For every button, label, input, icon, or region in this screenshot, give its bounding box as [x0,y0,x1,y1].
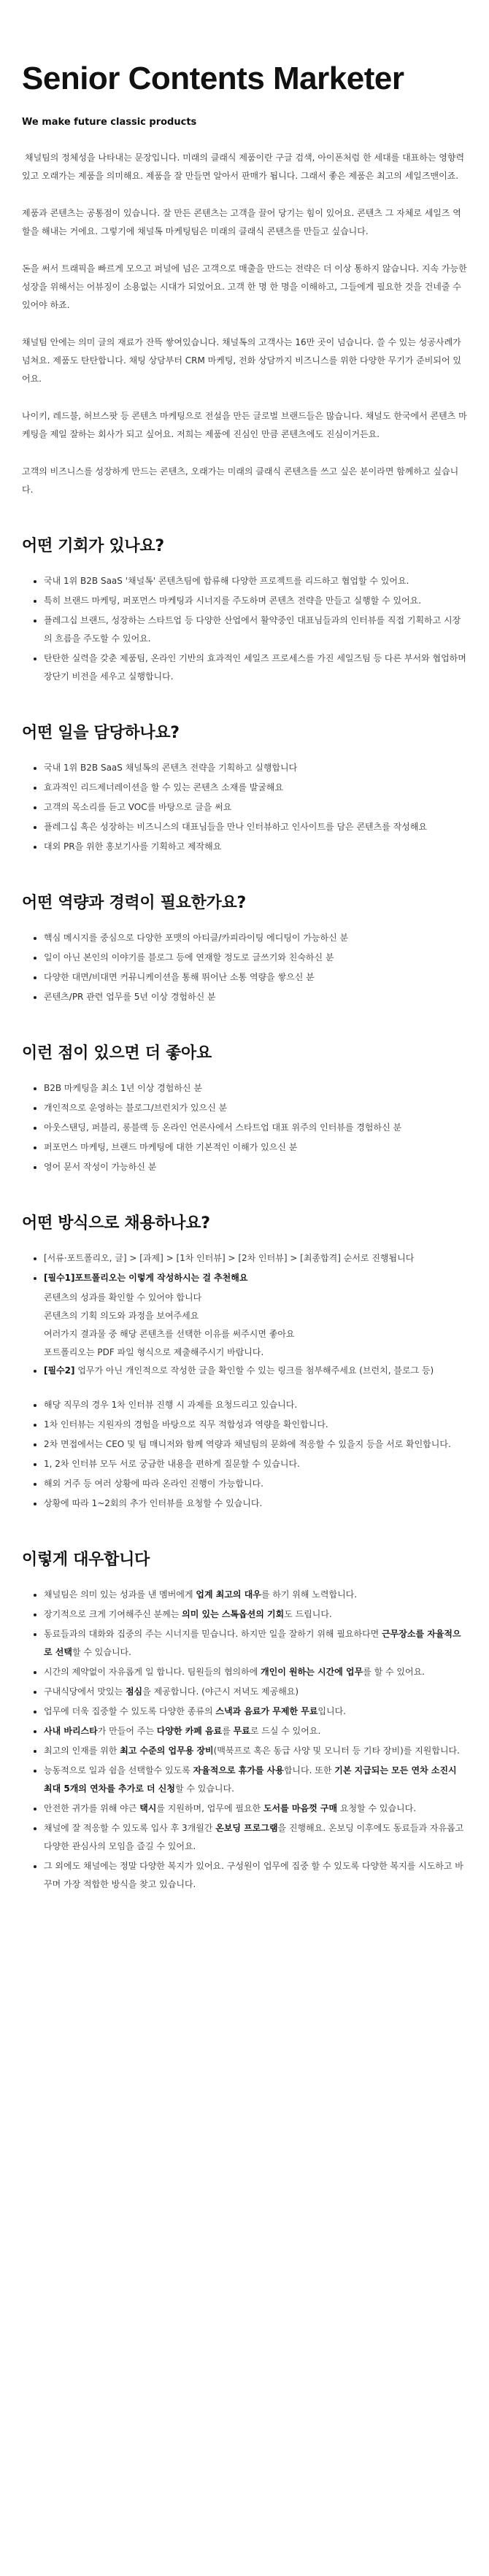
responsibilities-list [22,759,467,856]
intro-paragraph: 고객의 비즈니스를 성장하게 만드는 콘텐츠, 오래가는 미래의 클래식 콘텐츠를 쓰고 싶은 분이라면 함께하고 싶습니다. [22,466,459,495]
benefit-text: 장기적으로 크게 기여해주신 분께는 [44,1609,182,1619]
benefit-text: 구내식당에서 맛있는 [44,1686,126,1697]
benefit-item [44,1762,467,1798]
list-item: • 상황에 따라 1~2회의 추가 인터뷰를 요청할 수 있습니다. [44,1495,467,1513]
benefit-text: 를 하기 위해 노력합니다. [261,1589,358,1600]
benefit-text: 능동적으로 일과 쉼을 선택할수 있도록 [44,1765,193,1775]
list-item: • 고객의 목소리를 듣고 VOC를 바탕으로 글을 써요 [44,798,467,817]
intro-paragraph: 돈을 써서 트래픽을 빠르게 모으고 퍼널에 넘은 고객으로 매출을 만드는 전략은 더 이상 통하지 않습니다. 지속 가능한 성장을 위해서는 어뷰징이 소용없는 시대가 되었어요. 고객 한 명 한 명을 이해하고, 그들에게 필요한 것을 건네줄 수 있어야 하죠. [22,263,467,310]
list-item: • 탄탄한 실력을 갖춘 제품팀, 온라인 기반의 효과적인 세일즈 프로세스를 가진 세일즈팀 등 다른 부서와 협업하며 장단기 비전을 세우고 실행합니다. [44,649,467,686]
hiring-req2 [44,1362,467,1380]
benefit-text: 채널팀은 의미 있는 성과를 낸 멤버에게 [44,1589,196,1600]
benefit-item [44,1625,467,1662]
req1-line: 콘텐츠의 성과를 확인할 수 있어야 합니다 [44,1292,202,1303]
section-heading: 어떤 역량과 경력이 필요한가요? [22,894,246,912]
opportunities-list [22,572,467,686]
preferred-list [22,1079,467,1176]
benefit-text: 로 드실 수 있어요. [250,1726,321,1736]
benefit-item [44,1702,467,1721]
list-item: • B2B 마케팅을 최소 1년 이상 경험하신 분 [44,1079,467,1098]
section-opportunities [22,536,467,686]
req1-line: 여러가지 결과물 중 해당 콘텐츠를 선택한 이유를 써주시면 좋아요 [44,1329,295,1339]
hiring-req1 [44,1269,467,1287]
hiring-notes-list [22,1396,467,1513]
list-item: • 국내 1위 B2B SaaS 채널톡의 콘텐츠 전략을 기획하고 실행합니다 [44,759,467,777]
list-item: • 플레그십 혹은 성장하는 비즈니스의 대표님들을 만나 인터뷰하고 인사이트를 담은 콘텐츠를 작성해요 [44,818,467,836]
benefit-highlight: 사내 바리스타 [44,1726,98,1736]
benefit-item [44,1819,467,1856]
benefit-highlight: 자율적으로 휴가를 사용 [193,1765,284,1775]
benefit-highlight: 스낵과 음료가 무제한 무료 [215,1706,318,1716]
benefit-text: 채널에 잘 적응할 수 있도록 입사 후 3개월간 [44,1823,216,1833]
hiring-req2-label: [필수2] [44,1365,75,1376]
section-heading: 이런 점이 있으면 더 좋아요 [22,1044,212,1063]
list-item: • 일이 아닌 본인의 이야기를 블로그 등에 연재할 정도로 글쓰기와 친숙하신 분 [44,949,467,967]
hiring-steps-list [22,1249,467,1287]
benefit-text: 를 할 수 있어요. [363,1667,425,1677]
section-heading: 이렇게 대우합니다 [22,1551,150,1569]
req1-line: 콘텐츠의 기획 의도와 과정을 보여주세요 [44,1311,199,1321]
hiring-steps: • [서류·포트폴리오, 글] > [과제] > [1차 인터뷰] > [2차 인터뷰] > [최종합격] 순서로 진행됩니다 [44,1249,467,1268]
benefit-item [44,1742,467,1760]
benefit-highlight: 의미 있는 스톡옵션의 기회 [182,1609,285,1619]
intro-paragraph: 채널팀의 정체성을 나타내는 문장입니다. 미래의 클래식 제품이란 구글 검색, 아이폰처럼 한 세대를 대표하는 영향력 있고 오래가는 제품을 의미해요. 제품을 잘 만들면 알아서 판매가 됩니다. 그래서 좋은 제품은 최고의 세일즈맨이죠. [22,153,465,181]
benefit-highlight: 도서를 마음껏 구매 [263,1803,338,1813]
benefit-text: 도 드립니다. [284,1609,332,1619]
section-preferred [22,1043,467,1176]
section-heading: 어떤 방식으로 채용하나요? [22,1214,210,1233]
benefit-item [44,1722,467,1740]
tagline: We make future classic products [22,117,197,128]
section-heading: 어떤 기회가 있나요? [22,537,164,555]
benefit-highlight: 점심 [125,1686,143,1697]
benefit-text: (맥북프로 혹은 동급 사양 및 모니터 등 기타 장비)를 지원합니다. [213,1746,460,1756]
benefit-highlight: 기본 지급되는 모든 연차 소진시 최대 5개의 연차를 추가로 더 신청 [44,1765,457,1794]
benefit-text: 를 [222,1726,234,1736]
benefit-text: 그 외에도 채널에는 정말 다양한 복지가 있어요. 구성원이 업무에 집중 할 수 있도록 다양한 복지를 시도하고 바꾸며 가장 적합한 방식을 찾고 있습니다. [44,1861,463,1889]
intro-paragraph: 채널팀 안에는 의미 글의 재료가 잔뜩 쌓여있습니다. 채널톡의 고객사는 16만 곳이 넘습니다. 쓸 수 있는 성공사례가 넘쳐요. 제품도 탄탄합니다. 채팅 상담부터 CRM 마케팅, 전화 상담까지 비즈니스를 위한 다양한 무기가 준비되어 있어요. [22,337,461,384]
list-item: • 아웃스탠딩, 퍼블리, 롱블랙 등 온라인 언론사에서 스타트업 대표 위주의 인터뷰를 경험하신 분 [44,1119,467,1137]
list-item: • 핵심 메시지를 중심으로 다양한 포맷의 아티클/카피라이팅 에디팅이 가능하신 분 [44,929,467,947]
list-item: • 플레그십 브랜드, 성장하는 스타트업 등 다양한 산업에서 활약중인 대표님들과의 인터뷰를 직접 기획하고 시장의 흐름을 주도할 수 있어요. [44,612,467,648]
list-item: • 해외 거주 등 여러 상황에 따라 온라인 진행이 가능합니다. [44,1475,467,1493]
benefit-highlight: 최고 수준의 업무용 장비 [120,1746,214,1756]
benefit-highlight: 무료 [233,1726,250,1736]
benefit-text: 시간의 제약없이 자유롭게 일 합니다. 팀원들의 협의하에 [44,1667,261,1677]
benefit-item [44,1857,467,1894]
hiring-req2-list [22,1362,467,1380]
list-item: • 국내 1위 B2B SaaS '채널톡' 콘텐츠팀에 합류해 다양한 프로젝트를 리드하고 협업할 수 있어요. [44,572,467,590]
section-requirements [22,892,467,1006]
benefit-highlight: 택시 [139,1803,157,1813]
benefit-item [44,1683,467,1701]
section-benefits [22,1549,467,1894]
hiring-req1-text: [필수1]포트폴리오는 이렇게 작성하시는 걸 추천해요 [44,1273,248,1283]
hiring-req2-text: 업무가 아닌 개인적으로 작성한 글을 확인할 수 있는 링크를 첨부해주세요 (브런치, 블로그 등) [74,1365,434,1376]
list-item: • 특히 브랜드 마케팅, 퍼포먼스 마케팅과 시너지를 주도하며 콘텐츠 전략을 만들고 실행할 수 있어요. [44,592,467,610]
benefit-item [44,1605,467,1624]
benefit-highlight: 개인이 원하는 시간에 업무 [261,1667,363,1677]
benefit-text: 가 만들어 주는 [97,1726,157,1736]
intro-section [22,149,467,499]
section-hiring-process [22,1213,467,1513]
list-item: • 퍼포먼스 마케팅, 브랜드 마케팅에 대한 기본적인 이해가 있으신 분 [44,1138,467,1157]
page-title: Senior Contents Marketer [22,61,404,96]
intro-paragraph: 나이키, 레드불, 허브스팟 등 콘텐츠 마케팅으로 전설을 만든 글로벌 브랜드들은 많습니다. 채널도 한국에서 콘텐츠 마케팅을 제일 잘하는 회사가 되고 싶어요. 저희는 제품에 진심인 만큼 콘텐츠에도 진심이거든요. [22,411,467,439]
list-item: • 1, 2차 인터뷰 모두 서로 궁금한 내용을 편하게 질문할 수 있습니다. [44,1455,467,1473]
req1-line: 포트폴리오는 PDF 파일 형식으로 제출해주시기 바랍니다. [44,1347,264,1357]
list-item: • 효과적인 리드제너레이션을 할 수 있는 콘텐츠 소재를 발굴해요 [44,779,467,797]
benefit-text: 안전한 귀가를 위해 야근 [44,1803,140,1813]
section-heading: 어떤 일을 담당하나요? [22,724,180,742]
benefits-list [22,1586,467,1894]
benefit-highlight: 다양한 카페 음료 [156,1726,223,1736]
benefit-highlight: 근무장소를 자율적으로 선택 [44,1629,461,1657]
list-item: • 콘텐츠/PR 관련 업무를 5년 이상 경험하신 분 [44,988,467,1006]
benefit-text: 최고의 인재를 위한 [44,1746,120,1756]
benefit-highlight: 업계 최고의 대우 [196,1589,261,1600]
list-item: • 개인적으로 운영하는 블로그/브런치가 있으신 분 [44,1099,467,1117]
benefit-text: 요청할 수 있습니다. [337,1803,417,1813]
benefit-text: 업무에 더욱 집중할 수 있도록 다양한 종류의 [44,1706,216,1716]
benefit-text: 을 제공합니다. (야근시 저녁도 제공해요) [142,1686,299,1697]
list-item: • 다양한 대면/비대면 커뮤니케이션을 통해 뛰어난 소통 역량을 쌓으신 분 [44,968,467,987]
benefit-item [44,1800,467,1818]
section-responsibilities [22,722,467,856]
benefit-text: 를 지원하며, 업무에 필요한 [156,1803,263,1813]
list-item: • 영어 문서 작성이 가능하신 분 [44,1158,467,1176]
benefit-text: 입니다. [317,1706,346,1716]
list-item: • 대외 PR을 위한 홍보기사를 기획하고 제작해요 [44,838,467,856]
list-item: • 2차 면접에서는 CEO 및 팀 매니저와 함께 역량과 채널팀의 문화에 적응할 수 있을지 등을 서로 확인합니다. [44,1435,467,1454]
benefit-item [44,1586,467,1604]
benefit-text: 합니다. 또한 [283,1765,335,1775]
benefit-text: 할 수 있습니다. [174,1783,234,1794]
intro-paragraph: 제품과 콘텐츠는 공통점이 있습니다. 잘 만든 콘텐츠는 고객을 끌어 당기는 힘이 있어요. 콘텐츠 그 자체로 세일즈 역할을 해내는 거에요. 그렇기에 채널톡 마케팅팀은 미래의 클래식 콘텐츠를 만들고 싶습니다. [22,208,461,236]
benefit-item [44,1663,467,1681]
list-item: • 1차 인터뷰는 지원자의 경험을 바탕으로 직무 적합성과 역량을 확인합니다. [44,1416,467,1434]
benefit-text: 할 수 있습니다. [72,1647,131,1657]
benefit-text: 동료들과의 대화와 집중의 주는 시너지를 믿습니다. 하지만 일을 잘하기 위해 필요하다면 [44,1629,382,1639]
list-item: • 해당 직무의 경우 1차 인터뷰 진행 시 과제를 요청드리고 있습니다. [44,1396,467,1414]
benefit-highlight: 온보딩 프로그램 [215,1823,278,1833]
benefit-text: 을 진행해요. 온보딩 이후에도 동료들과 자유롭고 다양한 관심사의 모임을 즐길 수 있어요. [44,1823,464,1851]
requirements-list [22,929,467,1006]
